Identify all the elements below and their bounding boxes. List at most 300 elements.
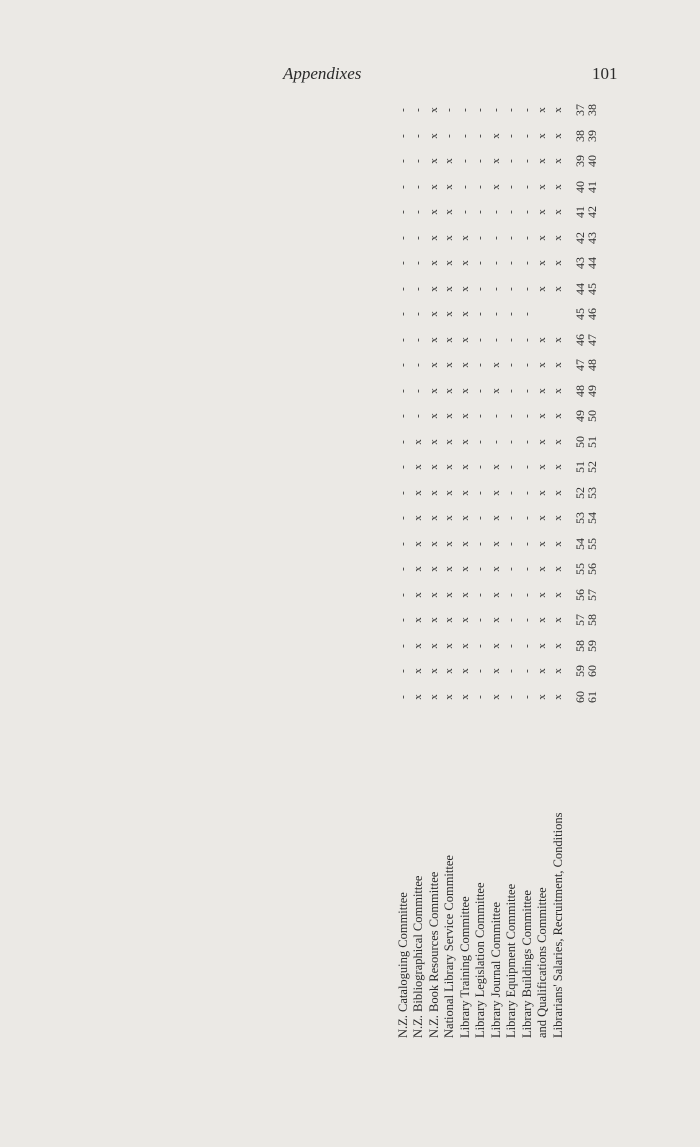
- table-cell: -: [412, 388, 425, 393]
- table-cell: x: [428, 566, 440, 572]
- table-cell: x: [443, 183, 456, 190]
- table-cell: -: [459, 159, 471, 163]
- table-cell: -: [505, 388, 518, 393]
- table-cell: x: [536, 285, 549, 292]
- table-cell: -: [412, 414, 425, 418]
- table-cell: x: [552, 464, 564, 470]
- column-header: 51 52: [573, 461, 599, 473]
- table-cell: -: [397, 184, 409, 189]
- table-cell: -: [521, 388, 533, 393]
- table-cell: -: [490, 286, 502, 291]
- table-cell: x: [490, 489, 502, 496]
- table-cell: -: [474, 108, 487, 112]
- table-cell: x: [459, 311, 471, 317]
- table-row: [458, 98, 473, 1038]
- table-cell: x: [536, 642, 549, 649]
- table-cell: x: [443, 438, 456, 445]
- table-cell: x: [459, 336, 471, 343]
- table-cell: -: [474, 133, 487, 138]
- table-cell: -: [521, 643, 533, 648]
- table-cell: x: [536, 158, 549, 164]
- table-cell: -: [443, 133, 456, 138]
- table-cell: x: [459, 617, 471, 623]
- column-header: 54 55: [573, 537, 599, 550]
- table-cell: x: [443, 336, 456, 343]
- table-cell: x: [443, 158, 456, 164]
- table-cell: x: [443, 591, 456, 598]
- column-headers: [573, 98, 600, 758]
- table-cell: x: [552, 489, 564, 496]
- table-cell: x: [552, 362, 564, 368]
- table-cell: x: [443, 566, 456, 572]
- table-cell: x: [536, 566, 549, 572]
- table-row: [474, 98, 489, 1038]
- table-cell: x: [459, 464, 471, 470]
- table-cell: -: [521, 465, 533, 469]
- table-cell: -: [505, 541, 518, 546]
- table-cell: -: [521, 235, 533, 240]
- table-cell: x: [552, 336, 564, 343]
- table-cell: -: [397, 618, 409, 622]
- table-cell: -: [505, 261, 518, 265]
- table-cell: x: [552, 387, 564, 394]
- table-cell: x: [490, 668, 502, 674]
- column-header: 58 59: [573, 639, 599, 652]
- table-cell: x: [552, 234, 564, 241]
- table-cell: x: [552, 438, 564, 445]
- column-header: 60 61: [573, 690, 599, 703]
- table-cell: -: [505, 414, 518, 418]
- table-cell: -: [490, 235, 502, 240]
- column-header: 45 46: [573, 308, 599, 320]
- table-cell: x: [536, 489, 549, 496]
- table-cell: -: [412, 286, 425, 291]
- table-row: [520, 98, 535, 1038]
- row-label: Library Legislation Committee: [473, 882, 488, 1038]
- table-cell: -: [505, 592, 518, 597]
- table-row: [396, 98, 411, 1038]
- table-cell: x: [552, 617, 564, 623]
- table-cell: x: [552, 132, 564, 139]
- page-header: [0, 64, 700, 94]
- table-cell: -: [474, 286, 487, 291]
- table-cell: x: [552, 209, 564, 215]
- table-cell: -: [505, 669, 518, 673]
- table-cell: x: [490, 591, 502, 598]
- table-cell: x: [412, 438, 425, 445]
- table-cell: -: [521, 490, 533, 495]
- column-header: 50 51: [573, 435, 599, 448]
- table-cell: -: [521, 312, 533, 316]
- table-cell: x: [490, 158, 502, 164]
- table-row: [427, 98, 442, 1038]
- table-cell: x: [428, 515, 440, 521]
- table-cell: x: [459, 489, 471, 496]
- rotated-table: [140, 98, 600, 1038]
- table-cell: -: [397, 337, 409, 342]
- table-cell: x: [428, 413, 440, 419]
- table-cell: x: [412, 566, 425, 572]
- table-cell: -: [521, 261, 533, 265]
- table-cell: x: [552, 183, 564, 190]
- table-cell: -: [521, 414, 533, 418]
- table-cell: x: [536, 260, 549, 266]
- table-cell: -: [505, 286, 518, 291]
- table-cell: x: [552, 566, 564, 572]
- table-cell: x: [536, 132, 549, 139]
- column-header: 52 53: [573, 486, 599, 499]
- table-cell: -: [397, 286, 409, 291]
- table-cell: -: [505, 516, 518, 520]
- table-cell: x: [443, 362, 456, 368]
- table-cell: -: [397, 108, 409, 112]
- row-label: Library Equipment Committee: [504, 883, 519, 1038]
- table-cell: x: [459, 515, 471, 521]
- table-cell: -: [474, 592, 487, 597]
- table-cell: -: [490, 210, 502, 214]
- table-cell: x: [412, 591, 425, 598]
- table-cell: x: [536, 336, 549, 343]
- table-cell: -: [397, 465, 409, 469]
- table-cell: x: [428, 642, 440, 649]
- table-cell: -: [412, 184, 425, 189]
- table-cell: -: [397, 363, 409, 367]
- table-cell: -: [505, 210, 518, 214]
- column-header: 46 47: [573, 333, 599, 346]
- column-header: 39 40: [573, 155, 599, 167]
- table-cell: x: [459, 413, 471, 419]
- table-cell: x: [443, 413, 456, 419]
- table-cell: x: [490, 362, 502, 368]
- table-cell: x: [443, 464, 456, 470]
- table-cell: -: [490, 337, 502, 342]
- table-cell: -: [490, 108, 502, 112]
- table-cell: -: [521, 184, 533, 189]
- table-cell: -: [521, 108, 533, 112]
- table-cell: x: [490, 617, 502, 623]
- table-cell: x: [428, 591, 440, 598]
- table-cell: x: [490, 132, 502, 139]
- table-cell: x: [412, 540, 425, 547]
- table-cell: x: [428, 132, 440, 139]
- table-cell: x: [552, 693, 564, 700]
- table-cell: x: [443, 617, 456, 623]
- table-cell: x: [428, 489, 440, 496]
- table-cell: x: [412, 515, 425, 521]
- table-cell: x: [490, 566, 502, 572]
- table-cell: x: [428, 464, 440, 470]
- table-cell: -: [459, 210, 471, 214]
- table-cell: -: [474, 439, 487, 444]
- table-cell: -: [474, 414, 487, 418]
- table-cell: -: [505, 618, 518, 622]
- column-header: 55 56: [573, 563, 599, 575]
- table-row: [551, 98, 566, 1038]
- table-cell: -: [474, 567, 487, 571]
- table-cell: -: [474, 235, 487, 240]
- table-cell: -: [397, 159, 409, 163]
- table-cell: x: [536, 183, 549, 190]
- table-cell: x: [443, 540, 456, 547]
- table-cell: -: [397, 643, 409, 648]
- table-cell: -: [521, 210, 533, 214]
- column-header: 37 38: [573, 104, 599, 116]
- table-cell: x: [459, 591, 471, 598]
- table-cell: x: [552, 540, 564, 547]
- table-cell: -: [505, 363, 518, 367]
- column-header: 47 48: [573, 359, 599, 371]
- table-cell: x: [443, 311, 456, 317]
- table-cell: -: [474, 516, 487, 520]
- row-label: Librarians' Salaries, Recruitment, Conditions: [551, 812, 565, 1038]
- table-cell: x: [459, 642, 471, 649]
- table-cell: -: [521, 159, 533, 163]
- table-cell: x: [552, 158, 564, 164]
- table-cell: x: [428, 209, 440, 215]
- table-cell: x: [552, 515, 564, 521]
- table-cell: -: [412, 312, 425, 316]
- table-cell: x: [536, 362, 549, 368]
- table-cell: x: [536, 234, 549, 241]
- table-cell: x: [536, 413, 549, 419]
- table-cell: -: [505, 337, 518, 342]
- column-header: 57 58: [573, 614, 599, 626]
- table-cell: x: [443, 515, 456, 521]
- table-cell: -: [521, 337, 533, 342]
- table-cell: -: [474, 261, 487, 265]
- running-head: Appendixes: [283, 64, 362, 83]
- column-header: 44 45: [573, 282, 599, 295]
- table-cell: -: [521, 694, 533, 699]
- table-cell: x: [490, 693, 502, 700]
- table-cell: x: [412, 693, 425, 700]
- table-cell: -: [412, 235, 425, 240]
- table-cell: x: [412, 489, 425, 496]
- column-header: 56 57: [573, 588, 599, 601]
- table-cell: -: [474, 312, 487, 316]
- table-cell: x: [443, 642, 456, 649]
- table-cell: -: [397, 133, 409, 138]
- table-cell: x: [536, 668, 549, 674]
- column-header: 59 60: [573, 665, 599, 677]
- table-cell: x: [428, 234, 440, 241]
- row-label: N.Z. Bibliographical Committee: [411, 875, 426, 1038]
- table-cell: x: [412, 668, 425, 674]
- table-cell: x: [552, 642, 564, 649]
- table-cell: x: [428, 311, 440, 317]
- table-cell: -: [521, 618, 533, 622]
- table-cell: x: [428, 107, 440, 113]
- table-cell: x: [536, 464, 549, 470]
- table-cell: -: [474, 363, 487, 367]
- table-cell: x: [459, 260, 471, 266]
- table-cell: x: [412, 464, 425, 470]
- table-cell: x: [536, 515, 549, 521]
- table-cell: x: [459, 234, 471, 241]
- table-cell: -: [474, 643, 487, 648]
- table-cell: x: [536, 540, 549, 547]
- row-label: and Qualifications Committee: [535, 887, 550, 1038]
- table-cell: -: [521, 286, 533, 291]
- row-label: N.Z. Cataloguing Committee: [396, 892, 410, 1038]
- table-cell: x: [443, 285, 456, 292]
- table-cell: x: [459, 540, 471, 547]
- column-header: 49 50: [573, 410, 599, 422]
- table-cell: -: [521, 363, 533, 367]
- table-cell: x: [443, 693, 456, 700]
- table-cell: -: [412, 108, 425, 112]
- table-cell: -: [397, 261, 409, 265]
- table-cell: x: [459, 566, 471, 572]
- table-cell: -: [521, 669, 533, 673]
- table-cell: -: [521, 592, 533, 597]
- table-row: [443, 98, 458, 1038]
- table-cell: x: [443, 489, 456, 496]
- table-cell: x: [490, 642, 502, 649]
- table-cell: -: [474, 694, 487, 699]
- table-cell: -: [397, 694, 409, 699]
- table-cell: x: [459, 387, 471, 394]
- table-cell: -: [521, 133, 533, 138]
- table-cell: -: [474, 465, 487, 469]
- table-cell: x: [490, 387, 502, 394]
- table-cell: -: [397, 541, 409, 546]
- table-cell: x: [552, 285, 564, 292]
- table-cell: -: [412, 261, 425, 265]
- table-cell: x: [536, 387, 549, 394]
- table-cell: -: [474, 618, 487, 622]
- table-row: [536, 98, 551, 1038]
- table-row: [489, 98, 504, 1038]
- table-cell: -: [505, 184, 518, 189]
- table-cell: -: [412, 133, 425, 138]
- table-cell: -: [521, 439, 533, 444]
- table-cell: -: [505, 643, 518, 648]
- row-label: Library Training Committee: [458, 896, 472, 1038]
- column-header: 43 44: [573, 257, 599, 269]
- table-cell: -: [505, 439, 518, 444]
- table-cell: -: [412, 363, 425, 367]
- table-cell: -: [505, 567, 518, 571]
- table-cell: x: [428, 362, 440, 368]
- column-header: 53 54: [573, 512, 599, 524]
- table-cell: -: [474, 541, 487, 546]
- table-cell: x: [536, 438, 549, 445]
- row-label: National Library Service Committee: [442, 855, 457, 1038]
- table-cell: -: [474, 669, 487, 673]
- table-cell: -: [459, 133, 471, 138]
- table-cell: -: [505, 465, 518, 469]
- table-cell: -: [397, 439, 409, 444]
- table-cell: x: [428, 183, 440, 190]
- table-cell: -: [397, 235, 409, 240]
- table-cell: x: [536, 617, 549, 623]
- table-cell: x: [443, 234, 456, 241]
- table-cell: x: [443, 260, 456, 266]
- table-cell: -: [505, 235, 518, 240]
- table-cell: -: [505, 159, 518, 163]
- table-cell: x: [552, 591, 564, 598]
- column-header: 40 41: [573, 180, 599, 193]
- table-cell: -: [474, 490, 487, 495]
- table-cell: x: [536, 107, 549, 113]
- table-cell: x: [490, 183, 502, 190]
- column-header: 41 42: [573, 206, 599, 218]
- table-cell: x: [536, 693, 549, 700]
- table-cell: -: [474, 184, 487, 189]
- table-cell: x: [552, 260, 564, 266]
- table-cell: x: [428, 438, 440, 445]
- table-row: [412, 98, 427, 1038]
- table-cell: -: [521, 567, 533, 571]
- table-cell: x: [443, 668, 456, 674]
- table-cell: x: [428, 617, 440, 623]
- row-label: Library Buildings Committee: [520, 890, 534, 1038]
- table-cell: x: [428, 387, 440, 394]
- table-cell: x: [428, 668, 440, 674]
- table-cell: x: [428, 336, 440, 343]
- table-cell: -: [505, 490, 518, 495]
- row-label: N.Z. Book Resources Committee: [427, 871, 441, 1038]
- table-cell: x: [490, 515, 502, 521]
- table-cell: x: [490, 464, 502, 470]
- table-cell: x: [412, 642, 425, 649]
- table-cell: x: [443, 209, 456, 215]
- table-cell: -: [397, 414, 409, 418]
- column-header: 38 39: [573, 129, 599, 142]
- table-cell: -: [397, 490, 409, 495]
- table-cell: -: [474, 388, 487, 393]
- table-cell: -: [505, 312, 518, 316]
- table-cell: -: [397, 567, 409, 571]
- column-header: 48 49: [573, 384, 599, 397]
- table-cell: x: [536, 209, 549, 215]
- table-cell: -: [505, 694, 518, 699]
- table-cell: -: [397, 388, 409, 393]
- table-cell: -: [397, 516, 409, 520]
- table-cell: x: [490, 540, 502, 547]
- table-cell: -: [474, 337, 487, 342]
- table-cell: x: [412, 617, 425, 623]
- table-cell: -: [490, 261, 502, 265]
- table-cell: x: [428, 285, 440, 292]
- table-cell: x: [428, 540, 440, 547]
- table-cell: -: [490, 439, 502, 444]
- table-cell: -: [397, 592, 409, 597]
- table-cell: -: [474, 159, 487, 163]
- table-cell: -: [459, 184, 471, 189]
- table-cell: -: [505, 108, 518, 112]
- table-cell: x: [552, 668, 564, 674]
- table-cell: -: [521, 541, 533, 546]
- table-cell: -: [459, 108, 471, 112]
- table-cell: -: [505, 133, 518, 138]
- table-cell: x: [459, 285, 471, 292]
- table-cell: x: [536, 591, 549, 598]
- table-cell: x: [428, 260, 440, 266]
- table-cell: -: [521, 516, 533, 520]
- table-cell: x: [459, 668, 471, 674]
- table-cell: -: [443, 108, 456, 112]
- table-cell: x: [552, 107, 564, 113]
- table-cell: x: [428, 693, 440, 700]
- table-cell: -: [490, 312, 502, 316]
- page-number: 101: [592, 64, 618, 83]
- table-cell: -: [412, 210, 425, 214]
- table-cell: -: [474, 210, 487, 214]
- table-cell: -: [397, 669, 409, 673]
- table-cell: -: [412, 337, 425, 342]
